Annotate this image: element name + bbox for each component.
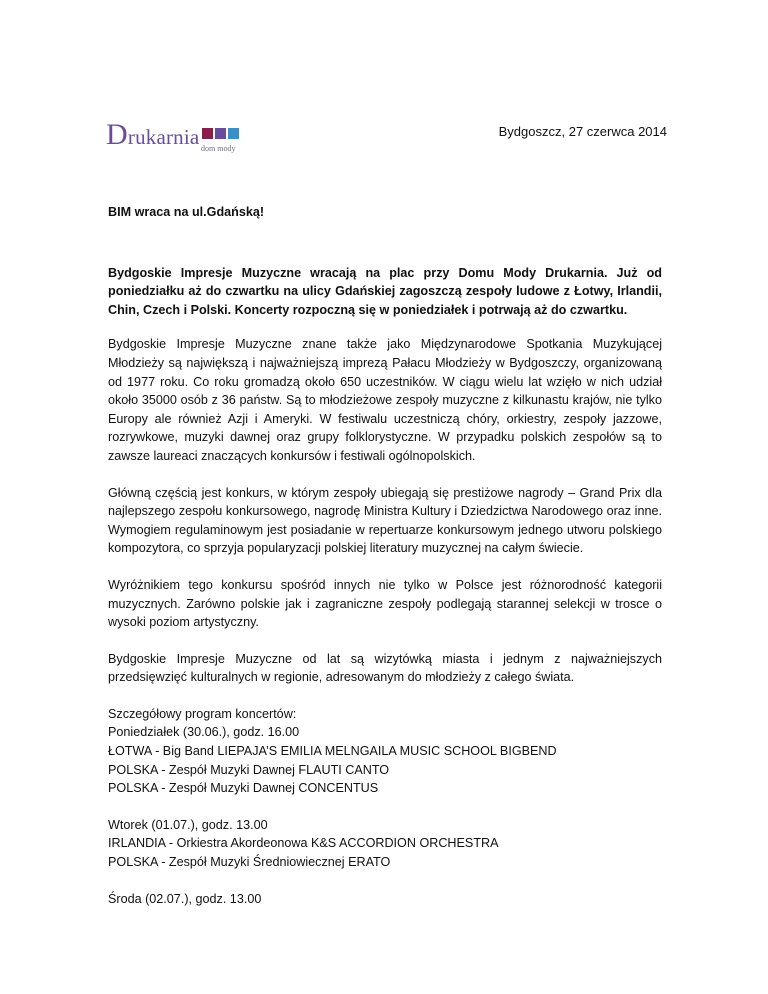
date-line: Bydgoszcz, 27 czerwca 2014 [498, 124, 667, 139]
drukarnia-logo [106, 120, 266, 160]
article-title: BIM wraca na ul.Gdańską! [108, 205, 265, 219]
program-section [108, 890, 662, 909]
program-item: POLSKA - Zespół Muzyki Dawnej CONCENTUS [108, 781, 379, 796]
logo-wordmark [106, 120, 199, 150]
logo-square-icon [202, 128, 213, 139]
program-day: Poniedziałek (30.06.), godz. 16.00 [108, 725, 300, 740]
logo-initial: D [106, 118, 128, 151]
program-heading: Szczegółowy program koncertów: [108, 706, 297, 721]
paragraph: Bydgoskie Impresje Muzyczne od lat są wizytówką miasta i jednym z najważniejszych przedsięwzięć kulturalnych w regionie, adresowanym do młodzieży z całego świata. [108, 651, 662, 685]
program-item: POLSKA - Zespół Muzyki Średniowiecznej ERATO [108, 855, 391, 870]
logo-square-icon [228, 128, 239, 139]
article-body [108, 203, 662, 926]
program-item: POLSKA - Zespół Muzyki Dawnej FLAUTI CANTO [108, 762, 390, 777]
program-day: Środa (02.07.), godz. 13.00 [108, 891, 262, 906]
program-item: IRLANDIA - Orkiestra Akordeonowa K&S ACCORDION ORCHESTRA [108, 836, 499, 851]
logo-square-icon [215, 128, 226, 139]
logo-subtitle: dom mody [201, 144, 236, 153]
logo-rest: rukarnia [127, 125, 200, 149]
paragraph: Wyróżnikiem tego konkursu spośród innych nie tylko w Polsce jest różnorodność kategorii muzycznych. Zarówno polskie jak i zagraniczne zespoły podlegają starannej selekcji w trosce o wysoki poziom artystyczny. [108, 577, 662, 630]
paragraph: Główną częścią jest konkurs, w którym zespoły ubiegają się prestiżowe nagrody – Grand Prix dla najlepszego zespołu konkursowego, nagrodę Ministra Kultury i Dziedzictwa Narodowego oraz inne. Wymogiem regulaminowym jest posiadanie w repertuarze konkursowym jednego utworu polskiego kompozytora, co sprzyja popularyzacji polskiej literatury muzycznej na całym świecie. [108, 485, 662, 556]
program-day: Wtorek (01.07.), godz. 13.00 [108, 817, 268, 832]
program-section [108, 816, 662, 872]
program-item: ŁOTWA - Big Band LIEPAJA’S EMILIA MELNGAILA MUSIC SCHOOL BIGBEND [108, 744, 557, 759]
program-section [108, 705, 662, 798]
article-lead: Bydgoskie Impresje Muzyczne wracają na plac przy Domu Mody Drukarnia. Już od poniedziałku aż do czwartku na ulicy Gdańskiej zagoszczą zespoły ludowe z Łotwy, Irlandii, Chin, Czech i Polski. Koncerty rozpoczną się w poniedziałek i potrwają aż do czwartku. [108, 265, 662, 317]
paragraph: Bydgoskie Impresje Muzyczne znane także jako Międzynarodowe Spotkania Muzykującej Młodzieży są największą i najważniejszą imprezą Pałacu Młodzieży w Bydgoszczy, organizowaną od 1977 roku. Co roku gromadzą około 650 uczestników. W ciągu wielu lat wzięło w nich udział około 35000 osób z 36 państw. Są to młodzieżowe zespoły muzyczne z kilkunastu krajów, nie tylko Europy ale również Azji i Ameryki. W festiwalu uczestniczą chóry, orkiestry, zespoły jazzowe, rozrywkowe, muzyki dawnej oraz grupy folklorystyczne. W przypadku polskich zespołów są to zawsze laureaci znaczących konkursów i festiwali ogólnopolskich. [108, 337, 662, 463]
